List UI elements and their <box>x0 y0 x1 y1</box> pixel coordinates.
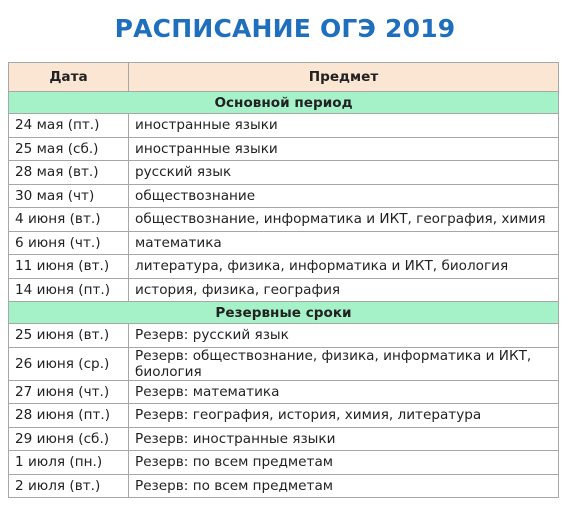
table-row <box>9 255 559 279</box>
page-title: РАСПИСАНИЕ ОГЭ 2019 <box>114 14 456 43</box>
date-cell: 6 июня (чт.) <box>9 231 129 255</box>
section-label: Основной период <box>9 92 559 114</box>
table-row <box>9 324 559 348</box>
subject-cell: литература, физика, информатика и ИКТ, биология <box>129 255 559 279</box>
date-cell: 4 июня (вт.) <box>9 208 129 232</box>
table-row <box>9 474 559 498</box>
subject-cell: история, физика, география <box>129 278 559 302</box>
date-cell: 11 июня (вт.) <box>9 255 129 279</box>
section-row-reserve <box>9 302 559 324</box>
date-cell: 25 июня (вт.) <box>9 324 129 348</box>
table-row <box>9 208 559 232</box>
table-row <box>9 451 559 475</box>
header-date: Дата <box>9 63 129 92</box>
date-cell: 28 мая (вт.) <box>9 161 129 185</box>
date-cell: 26 июня (ср.) <box>9 347 129 380</box>
table-row <box>9 278 559 302</box>
subject-cell: математика <box>129 231 559 255</box>
subject-cell: обществознание <box>129 184 559 208</box>
subject-cell: Резерв: география, история, химия, литература <box>129 404 559 428</box>
table-row <box>9 347 559 380</box>
date-cell: 30 мая (чт) <box>9 184 129 208</box>
table-row <box>9 231 559 255</box>
subject-cell: Резерв: обществознание, физика, информатика и ИКТ, биология <box>129 347 559 380</box>
subject-cell: Резерв: по всем предметам <box>129 474 559 498</box>
date-cell: 2 июля (вт.) <box>9 474 129 498</box>
subject-cell: русский язык <box>129 161 559 185</box>
header-subject: Предмет <box>129 63 559 92</box>
date-cell: 14 июня (пт.) <box>9 278 129 302</box>
table-row <box>9 114 559 138</box>
subject-cell: Резерв: математика <box>129 380 559 404</box>
table-row <box>9 137 559 161</box>
date-cell: 1 июля (пн.) <box>9 451 129 475</box>
date-cell: 25 мая (сб.) <box>9 137 129 161</box>
subject-cell: иностранные языки <box>129 114 559 138</box>
exam-schedule-table <box>8 62 559 498</box>
subject-cell: Резерв: по всем предметам <box>129 451 559 475</box>
table-row <box>9 380 559 404</box>
section-label: Резервные сроки <box>9 302 559 324</box>
subject-cell: Резерв: русский язык <box>129 324 559 348</box>
date-cell: 24 мая (пт.) <box>9 114 129 138</box>
date-cell: 27 июня (чт.) <box>9 380 129 404</box>
date-cell: 28 июня (пт.) <box>9 404 129 428</box>
table-header-row <box>9 63 559 92</box>
subject-cell: иностранные языки <box>129 137 559 161</box>
section-row-main <box>9 92 559 114</box>
table-row <box>9 184 559 208</box>
subject-cell: обществознание, информатика и ИКТ, география, химия <box>129 208 559 232</box>
table-row <box>9 161 559 185</box>
table-row <box>9 427 559 451</box>
table-row <box>9 404 559 428</box>
date-cell: 29 июня (сб.) <box>9 427 129 451</box>
subject-cell: Резерв: иностранные языки <box>129 427 559 451</box>
